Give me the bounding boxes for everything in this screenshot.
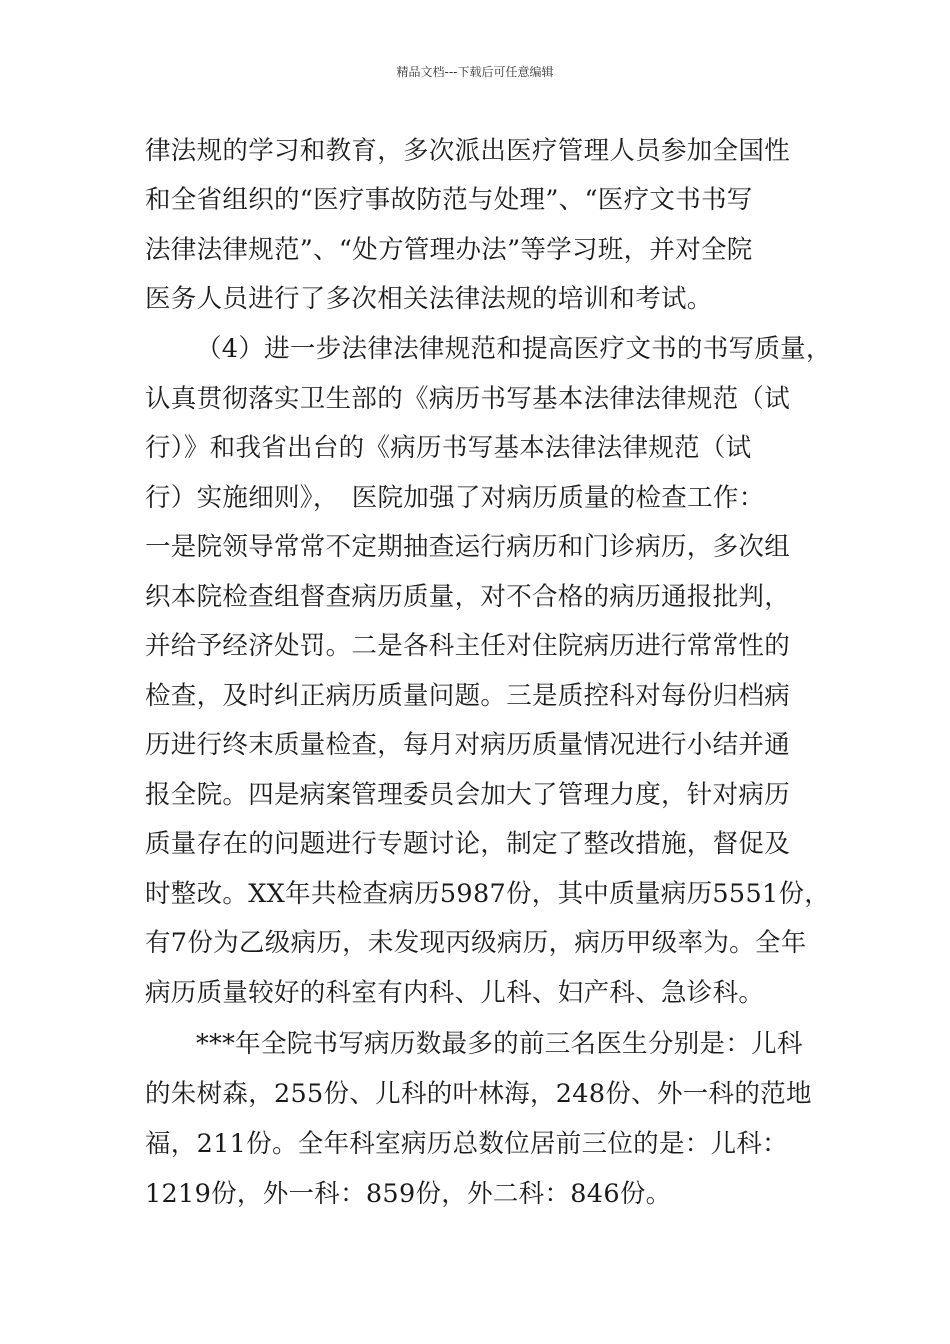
- text-line: 质量存在的问题进行专题讨论，制定了整改措施，督促及: [145, 829, 791, 859]
- paragraph-first-line: ***年全院书写病历数最多的前三名医生分别是：儿科: [196, 1029, 803, 1059]
- text-line: 1219份，外一科：859份，外二科：846份。: [145, 1179, 672, 1209]
- text-line: 法律法律规范”、“处方管理办法”等学习班，并对全院: [145, 235, 753, 265]
- text-line: 行）》和我省出台的《病历书写基本法律法律规范（试: [145, 433, 752, 463]
- text-line: 医务人员进行了多次相关法律法规的培训和考试。: [145, 284, 713, 314]
- text-line: 时整改。XX年共检查病历5987份，其中质量病历5551份，: [145, 879, 831, 909]
- text-line: 病历质量较好的科室有内科、儿科、妇产科、急诊科。: [145, 978, 765, 1008]
- text-line: 有7份为乙级病历，未发现丙级病历，病历甲级率为。全年: [145, 928, 807, 958]
- text-line: 福，211份。全年科室病历总数位居前三位的是：儿科：: [145, 1129, 788, 1159]
- text-line: 历进行终末质量检查，每月对病历质量情况进行小结并通: [145, 730, 791, 760]
- text-line: 并给予经济处罚。二是各科主任对住院病历进行常常性的: [145, 631, 791, 661]
- paragraph-first-line: （4）进一步法律法律规范和提高医疗文书的书写质量，: [196, 334, 832, 364]
- text-line: 认真贯彻落实卫生部的《病历书写基本法律法律规范（试: [145, 384, 791, 414]
- text-line: 检查，及时纠正病历质量问题。三是质控科对每份归档病: [145, 681, 791, 711]
- text-line: 一是院领导常常不定期抽查运行病历和门诊病历，多次组: [145, 532, 791, 562]
- text-line: 报全院。四是病案管理委员会加大了管理力度，针对病历: [145, 780, 791, 810]
- text-line: 行）实施细则》， 医院加强了对病历质量的检查工作：: [145, 483, 765, 513]
- text-line: 和全省组织的“医疗事故防范与处理”、“医疗文书书写: [145, 185, 753, 215]
- text-line: 织本院检查组督查病历质量，对不合格的病历通报批判，: [145, 582, 791, 612]
- page-header: 精品文档---下载后可任意编辑: [396, 65, 554, 79]
- text-line: 的朱树森，255份、儿科的叶林海，248份、外一科的范地: [145, 1079, 812, 1109]
- text-line: 律法规的学习和教育，多次派出医疗管理人员参加全国性: [145, 136, 791, 166]
